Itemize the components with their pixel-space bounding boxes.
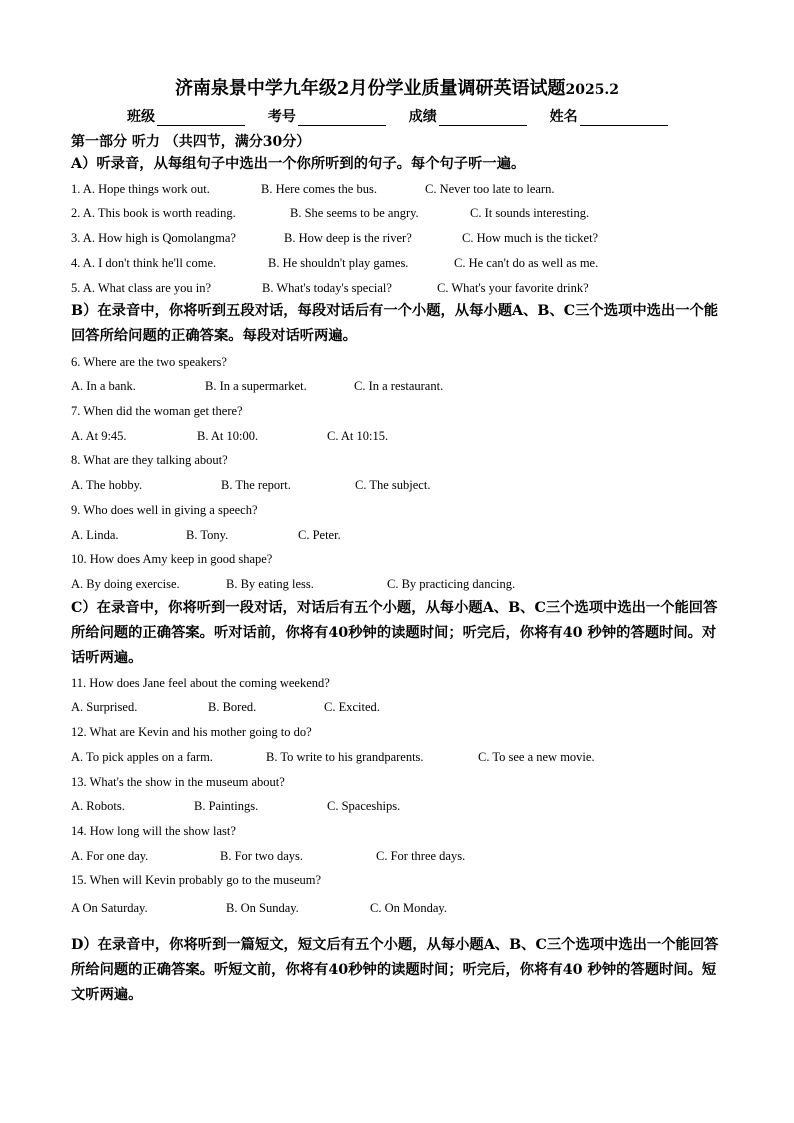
class-field: 班级 — [127, 106, 245, 126]
score-blank[interactable] — [439, 111, 527, 126]
student-info-row — [127, 106, 686, 126]
q14-option-b: B. For two days. — [220, 849, 303, 863]
q9-option-b: B. Tony. — [186, 528, 229, 542]
q13-option-c: C. Spaceships. — [327, 799, 401, 813]
q11-question: 11. How does Jane feel about the coming weekend? — [71, 676, 330, 690]
q12-option-c: C. To see a new movie. — [478, 750, 595, 764]
q12-option-b: B. To write to his grandparents. — [266, 750, 424, 764]
q15-option-a: A On Saturday. — [71, 901, 148, 915]
section-a-instruction: A）听录音，从每组句子中选出一个你所听到的句子。每个句子听一遍。 — [71, 156, 526, 172]
q1-option-b: B. Here comes the bus. — [261, 182, 377, 196]
score-field: 成绩 — [409, 106, 527, 126]
q2-option-a: 2. A. This book is worth reading. — [71, 206, 236, 220]
q9-option-a: A. Linda. — [71, 528, 119, 542]
q8-option-b: B. The report. — [221, 478, 291, 492]
section-b-instruction: B）在录音中，你将听到五段对话，每段对话后有一个小题，从每小题A、B、C三个选项中选出一个能回答所给问题的正确答案。每段对话听两遍。 — [71, 303, 719, 344]
q11-option-a: A. Surprised. — [71, 700, 138, 714]
name-field: 姓名 — [550, 106, 668, 126]
exam-title — [0, 74, 794, 100]
q15-option-b: B. On Sunday. — [226, 901, 299, 915]
q3-option-c: C. How much is the ticket? — [462, 231, 599, 245]
q13-question: 13. What's the show in the museum about? — [71, 775, 285, 789]
q14-question: 14. How long will the show last? — [71, 824, 236, 838]
q5-option-a: 5. A. What class are you in? — [71, 281, 212, 295]
q14-option-a: A. For one day. — [71, 849, 149, 863]
exam-title-text: 济南泉景中学九年级2月份学业质量调研英语试题 — [174, 78, 566, 99]
q9-question: 9. Who does well in giving a speech? — [71, 503, 258, 517]
q5-option-b: B. What's today's special? — [262, 281, 392, 295]
q4-option-b: B. He shouldn't play games. — [268, 256, 409, 270]
q2-option-c: C. It sounds interesting. — [470, 206, 590, 220]
q15-question: 15. When will Kevin probably go to the museum? — [71, 873, 322, 887]
q5-option-c: C. What's your favorite drink? — [437, 281, 589, 295]
q7-option-a: A. At 9:45. — [71, 429, 127, 443]
q8-option-a: A. The hobby. — [71, 478, 143, 492]
exam-number-field: 考号 — [268, 106, 386, 126]
section-c-instruction: C）在录音中，你将听到一段对话，对话后有五个小题，从每小题A、B、C三个选项中选出一个能回答所给问题的正确答案。听对话前，你将有40秒钟的读题时间；听完后，你将有40 秒钟的答题时间。对话听两遍。 — [71, 600, 718, 666]
q6-option-c: C. In a restaurant. — [354, 379, 444, 393]
q6-option-b: B. In a supermarket. — [205, 379, 307, 393]
q1-option-c: C. Never too late to learn. — [425, 182, 555, 196]
q11-option-c: C. Excited. — [324, 700, 380, 714]
q4-option-a: 4. A. I don't think he'll come. — [71, 256, 217, 270]
q12-option-a: A. To pick apples on a farm. — [71, 750, 213, 764]
part1-heading: 第一部分 听力 （共四节，满分30分） — [71, 134, 311, 150]
q2-option-b: B. She seems to be angry. — [290, 206, 419, 220]
section-d-instruction: D）在录音中，你将听到一篇短文，短文后有五个小题，从每小题A、B、C三个选项中选出一个能回答所给问题的正确答案。听短文前，你将有40秒钟的读题时间；听完后，你将有40 秒钟的答题时间。短文听两遍。 — [71, 937, 719, 1003]
exam-date: 2025.2 — [565, 82, 620, 98]
q11-option-b: B. Bored. — [208, 700, 257, 714]
q8-question: 8. What are they talking about? — [71, 453, 228, 467]
q9-option-c: C. Peter. — [298, 528, 341, 542]
q3-option-b: B. How deep is the river? — [284, 231, 412, 245]
q8-option-c: C. The subject. — [355, 478, 431, 492]
q14-option-c: C. For three days. — [376, 849, 466, 863]
q4-option-c: C. He can't do as well as me. — [454, 256, 599, 270]
q7-question: 7. When did the woman get there? — [71, 404, 243, 418]
name-blank[interactable] — [580, 111, 668, 126]
class-blank[interactable] — [157, 111, 245, 126]
q12-question: 12. What are Kevin and his mother going to do? — [71, 725, 312, 739]
q6-question: 6. Where are the two speakers? — [71, 355, 227, 369]
q10-option-b: B. By eating less. — [226, 577, 314, 591]
q1-option-a: 1. A. Hope things work out. — [71, 182, 210, 196]
q7-option-c: C. At 10:15. — [327, 429, 389, 443]
q13-option-b: B. Paintings. — [194, 799, 259, 813]
q3-option-a: 3. A. How high is Qomolangma? — [71, 231, 236, 245]
q10-option-c: C. By practicing dancing. — [387, 577, 516, 591]
q7-option-b: B. At 10:00. — [197, 429, 259, 443]
q10-option-a: A. By doing exercise. — [71, 577, 180, 591]
q15-option-c: C. On Monday. — [370, 901, 447, 915]
q10-question: 10. How does Amy keep in good shape? — [71, 552, 273, 566]
q6-option-a: A. In a bank. — [71, 379, 136, 393]
q13-option-a: A. Robots. — [71, 799, 125, 813]
exam-number-blank[interactable] — [298, 111, 386, 126]
